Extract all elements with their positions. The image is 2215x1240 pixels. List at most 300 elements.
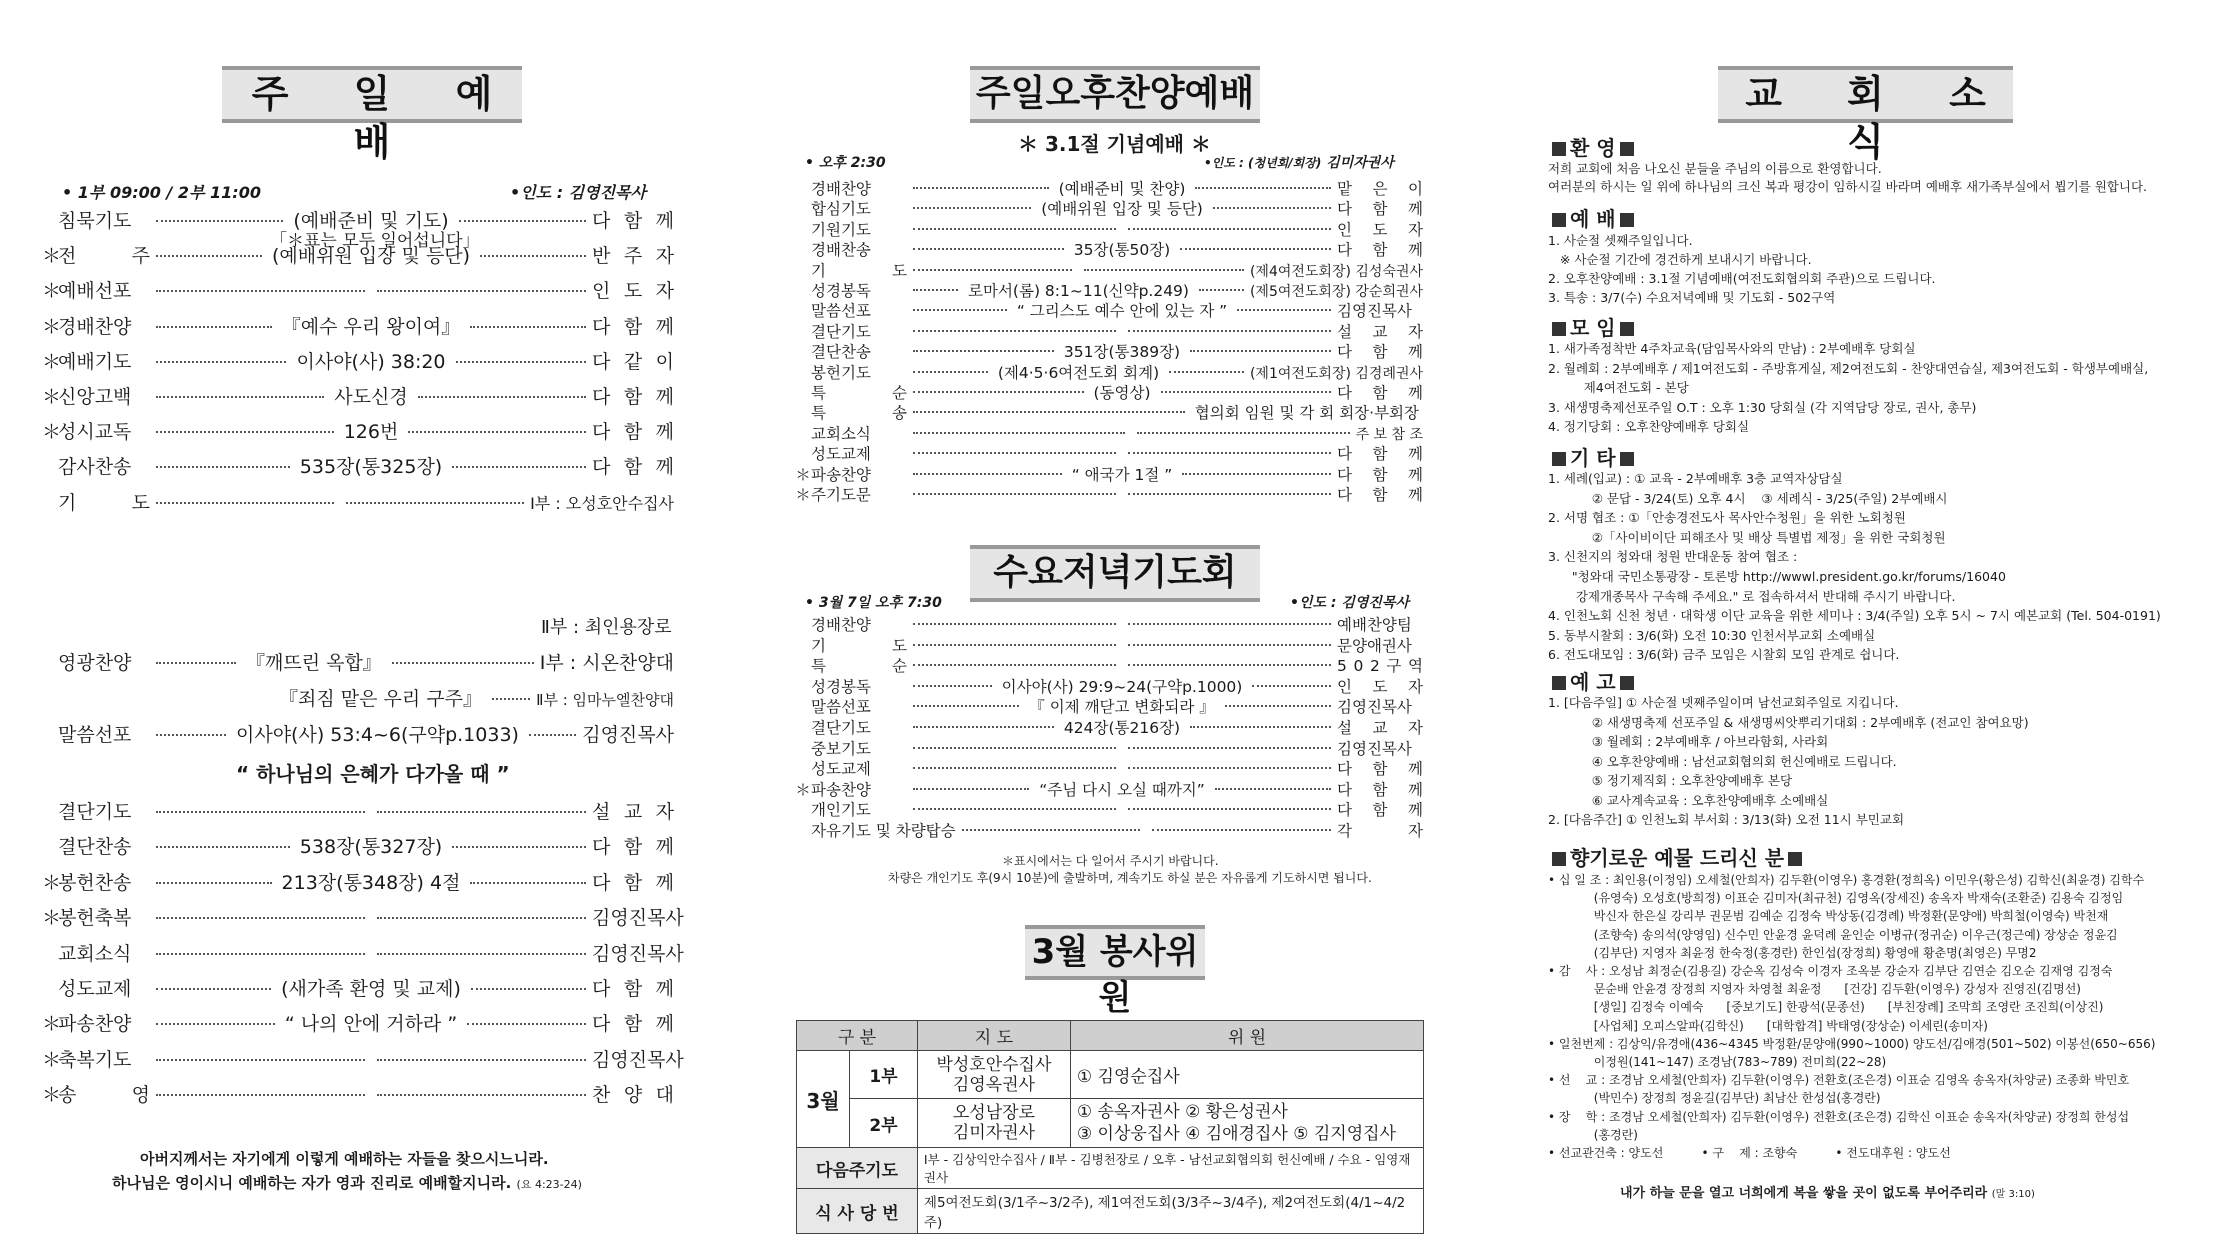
order-item-name: 신앙고백: [58, 386, 132, 408]
notice-line: 2. 오후찬양예배 : 3.1절 기념예배(여전도회협의회 주관)으로 드립니다.: [1548, 271, 1936, 286]
order-item-name: 기 도: [58, 491, 150, 514]
dot-leader: [156, 953, 365, 955]
serve-h-lead: 지 도: [917, 1021, 1070, 1051]
notice-line: 6. 전도대모임 : 3/6(화) 금주 모임은 시찰회 모임 관계로 쉽니다.: [1548, 647, 1900, 663]
welcome-2: 여러분의 하시는 일 위에 하나님의 크신 복과 평강이 임하시길 바라며 예배후 새가족부실에서 뵙기를 원합니다.: [1548, 179, 2148, 194]
standing-mark: ＊: [42, 315, 62, 338]
dot-leader: [156, 882, 272, 884]
order-item-name: 기원기도: [811, 220, 871, 239]
worship-heading-text: 예 배: [1570, 207, 1616, 231]
order-row: [42, 1009, 674, 1036]
dot-leader: [156, 255, 262, 257]
choir-row-2: [275, 684, 674, 711]
dot-leader: [156, 502, 334, 504]
order-item-person: 5 0 2 구 역: [1337, 657, 1423, 676]
serve-members-2a: ① 송옥자권사 ② 황은성권사: [1076, 1102, 1288, 1122]
notice-line: 3. 새생명축제선포주일 O.T : 오후 1:30 당회실 (각 지역담당 장로, 권사, 총무): [1548, 399, 1977, 415]
order-item-person: 김영진목사: [592, 907, 684, 930]
footer-verse-text: 내가 하늘 문을 열고 너희에게 복을 쌓을 곳이 없도록 부어주리라: [1620, 1186, 1988, 1201]
order-row: [42, 868, 674, 895]
order-item-name: 봉헌축복: [58, 907, 132, 930]
order-item-detail: 이사야(사) 38:20: [296, 350, 446, 373]
order-item-name: 말씀선포: [811, 302, 871, 321]
wednesday-time: • 3월 7일 오후 7:30: [805, 595, 942, 611]
order-item-detail: (예배위원 입장 및 등단): [1041, 200, 1203, 219]
square-icon: [1552, 676, 1566, 690]
notice-line: 1. 사순절 셋째주일입니다.: [1548, 233, 1693, 248]
order-item-name: 경배찬양: [811, 180, 871, 198]
order-item-name: 결단기도: [811, 322, 871, 341]
order-row: [795, 401, 1423, 423]
next-prayer-label: 다음주기도: [797, 1148, 918, 1189]
verse-line-1: 아버지께서는 자기에게 이렇게 예배하는 자들을 찾으시느니라.: [140, 1150, 549, 1168]
square-icon: [1620, 213, 1634, 227]
notice-line: • 일천번제 : 김상익/유경애(436~4345 박정환/문양애(990~1000) 양도선/김애경(501~502) 이봉선(650~656): [1548, 1036, 2156, 1051]
notice-line: [사업체] 오피스알파(김학신) [대학합격] 박태영(장상순) 이세린(송미자): [1548, 1018, 1988, 1033]
notice-line: 1. [다음주일] ① 사순절 넷째주일이며 남선교회주일로 지킵니다.: [1548, 695, 1899, 710]
order-row: [42, 382, 674, 409]
order-item-name: 성도교제: [58, 978, 132, 1000]
dot-leader: [913, 452, 1116, 454]
square-icon: [1552, 322, 1566, 336]
order-item-detail: “주님 다시 오실 때까지”: [1039, 780, 1205, 799]
order-row: [795, 695, 1423, 717]
order-item-person: 다 함 께: [1337, 801, 1423, 820]
order-item-name: 경배찬양: [58, 315, 132, 338]
order-item-detail: “ 애국가 1절 ”: [1071, 465, 1173, 484]
order-item-name: 결단찬송: [811, 343, 871, 362]
order-item-name: 축복기도: [58, 1048, 132, 1071]
order-item-person: 다 함 께: [592, 978, 674, 1000]
notice-line: 1. 세례(입교) : ① 교육 - 2부예배후 3층 교역자상담실: [1548, 471, 1843, 486]
notice-line: (김부단) 지영자 최윤정 한숙정(홍경란) 한인섭(장정희) 황영애 황춘명(최영은) 무명2: [1548, 945, 2037, 960]
dot-leader: [156, 220, 283, 222]
dot-leader: [1152, 829, 1331, 831]
footer-verse: [1620, 1182, 2035, 1201]
standing-mark: ＊: [42, 1084, 62, 1107]
dot-leader: [913, 644, 1116, 646]
order-item-person: 다 함 께: [1337, 465, 1424, 484]
dot-leader: [913, 371, 988, 373]
order-item-name: 중보기도: [811, 739, 871, 758]
order-item-name: 예배선포: [58, 280, 132, 303]
notice-line: 4. 인천노회 신천 청년 · 대학생 이단 교육을 위한 세미나 : 3/4(주일) 오후 5시 ~ 7시 예본교회 (Tel. 504-0191): [1548, 608, 2161, 624]
serve-part-2: 2부: [850, 1099, 918, 1148]
standing-mark: ＊: [42, 245, 62, 268]
dot-leader: [1128, 808, 1331, 810]
order-item-name: 특 순: [811, 657, 907, 676]
order-row: [795, 177, 1423, 199]
order-row: [795, 463, 1423, 485]
order-item-person: 다 함 께: [1337, 200, 1424, 219]
notice-line: ③ 월례회 : 2부예배후 / 아브라함회, 사라회: [1548, 734, 1829, 749]
notice-line: • 감 사 : 오성남 최정순(김용길) 강순옥 김성숙 이경자 조옥분 강순자 김부단 김연순 김오순 김재영 김정숙: [1548, 964, 2113, 978]
notice-line: • 십 일 조 : 최인용(이정임) 오세철(안희자) 김두환(이영우) 홍경환(정희옥) 이민우(황은성) 김학신(최윤경) 김학수: [1548, 873, 2145, 887]
prayer-part2: Ⅱ부 : 최인용장로: [541, 617, 672, 638]
order-item-name: 파송찬양: [58, 1013, 132, 1036]
order-row: [795, 238, 1423, 260]
dot-leader: [377, 953, 586, 955]
sermon-row: [42, 720, 674, 747]
order-item-person: 다 함 께: [592, 836, 675, 859]
notice-line: 1. 새가족정착반 4주차교육(담임목사와의 만남) : 2부예배후 당회실: [1548, 341, 1916, 356]
order-item-name: 합심기도: [811, 200, 871, 219]
worship-time: • 1부 09:00 / 2부 11:00: [62, 183, 261, 202]
square-icon: [1788, 852, 1802, 866]
order-row: [42, 276, 674, 303]
order-item-detail: 535장(통325장): [299, 456, 443, 479]
order-item-detail: 35장(통50장): [1073, 241, 1171, 260]
order-row: [795, 197, 1423, 219]
dot-leader: [156, 988, 271, 990]
square-icon: [1620, 142, 1634, 156]
notice-line: ⑤ 정기제직회 : 오후찬양예배후 본당: [1548, 773, 1793, 788]
standing-mark: ＊: [42, 350, 62, 373]
dot-leader: [156, 1059, 365, 1061]
dot-leader: [913, 473, 1062, 475]
order-item-person: 각 자: [1337, 822, 1423, 840]
order-item-person: 설 교 자: [1337, 322, 1423, 341]
church-news-title: 교 회 소 식: [1718, 66, 2013, 123]
choir1-by: Ⅰ부 : 시온찬양대: [539, 652, 674, 674]
order-row: [795, 340, 1423, 362]
order-item-name: 감사찬송: [58, 456, 132, 479]
notice-line: ※ 사순절 기간에 경건하게 보내시기 바랍니다.: [1548, 252, 1812, 267]
order-row: [795, 259, 1423, 281]
dot-leader: [156, 361, 286, 363]
order-item-person: 인 도 자: [592, 280, 674, 303]
order-item-person: 문양애권사: [1337, 636, 1412, 655]
notice-line: • 장 학 : 조경남 오세철(안희자) 김두환(이영우) 전환호(조은경) 김학신 이표순 송옥자(차양균) 장정희 한성섭: [1548, 1109, 2130, 1124]
afternoon-time: • 오후 2:30: [805, 155, 886, 171]
notice-line: • 선 교 : 조경남 오세철(안희자) 김두환(이영우) 전환호(조은경) 이표순 김영옥 송옥자(차양균) 조종화 박민호: [1548, 1073, 2130, 1088]
order-item-person: 김영진목사: [1337, 302, 1412, 321]
order-row: [795, 757, 1423, 779]
notice-line: 3. 특송 : 3/7(수) 수요저녁예배 및 기도회 - 502구역: [1548, 290, 1836, 305]
serve-lead-1: 박성호안수집사 김영옥권사: [917, 1051, 1070, 1099]
dot-leader: [156, 1023, 275, 1025]
serve-members-2: [1070, 1099, 1423, 1148]
worship-leader: •인도 : 김영진목사: [510, 183, 646, 202]
dot-leader: [1128, 644, 1331, 646]
dot-leader: [471, 988, 586, 990]
order-item-detail: (예배위원 입장 및 등단): [271, 245, 471, 268]
dot-leader: [1195, 187, 1331, 189]
notice-line: ④ 오후찬양예배 : 남선교회협의회 헌신예배로 드립니다.: [1548, 753, 1897, 769]
notice-line: 2. 월례회 : 2부예배후 / 제1여전도회 - 주방휴게실, 제2여전도회 - 찬양대연습실, 제3여전도회 - 학생부예배실,: [1548, 360, 2149, 376]
order-row: [795, 737, 1423, 759]
footer-verse-ref: (말 3:10): [1991, 1189, 2035, 1200]
dot-leader: [1128, 452, 1331, 454]
order-item-person: 다 함 께: [592, 1013, 675, 1036]
wednesday-title: 수요저녁기도회: [970, 545, 1260, 602]
dot-leader: [156, 466, 290, 468]
serve-members-1: ① 김영순집사: [1070, 1051, 1423, 1099]
dot-leader: [1128, 623, 1331, 625]
sermon-name: 말씀선포: [58, 724, 132, 746]
dot-leader: [1225, 705, 1331, 707]
afternoon-leader: [1204, 152, 1394, 172]
dot-leader: [1237, 309, 1331, 311]
dot-leader: [913, 309, 1007, 311]
dot-leader: [1180, 248, 1331, 250]
serve-h-category: 구 분: [797, 1021, 918, 1051]
notice-line: 강제개종목사 구속해 주세요." 로 접속하셔서 반대해 주시기 바랍니다.: [1548, 588, 1956, 604]
order-item-name: 특 송: [811, 404, 907, 423]
order-item-name: 파송찬양: [811, 465, 871, 484]
dot-leader: [913, 248, 1064, 250]
notice-line: 3. 신천지의 청와대 청원 반대운동 참여 협조 :: [1548, 549, 1798, 565]
order-row: [42, 241, 674, 268]
dot-leader: [1128, 330, 1331, 332]
dot-leader: [913, 330, 1116, 332]
dot-leader: [1213, 207, 1331, 209]
order-row: [795, 381, 1423, 403]
dot-leader: [913, 685, 992, 687]
square-icon: [1552, 142, 1566, 156]
square-icon: [1552, 852, 1566, 866]
worship-heading: [1548, 203, 1638, 232]
notice-line: 5. 동부시찰회 : 3/6(화) 오전 10:30 인천서부교회 소예배실: [1548, 627, 1876, 643]
order-item-name: 자유기도 및 차량탑승: [811, 822, 956, 840]
dot-leader: [459, 220, 586, 222]
square-icon: [1552, 213, 1566, 227]
order-item-name: 기 도: [811, 261, 907, 280]
notice-line: ⑥ 교사계속교육 : 오후찬양예배후 소예배실: [1548, 792, 1829, 808]
order-row: [42, 974, 674, 1001]
order-item-person: 다 함 께: [592, 871, 674, 894]
order-item-person: 김영진목사: [592, 1048, 684, 1071]
standing-mark: ＊: [42, 280, 62, 303]
dot-leader: [156, 1094, 365, 1096]
dot-leader: [1161, 391, 1332, 393]
wednesday-note-1: ＊표시에서는 다 일어서 주시기 바랍니다.: [1002, 854, 1219, 868]
order-item-person: 다 함 께: [1337, 241, 1423, 260]
meal-label: 식 사 당 번: [797, 1189, 918, 1234]
order-item-person: 다 함 께: [592, 210, 675, 232]
order-row: [795, 716, 1423, 738]
order-item-name: 전 주: [58, 245, 150, 268]
order-item-name: 특 순: [811, 384, 907, 402]
order-item-name: 봉헌기도: [811, 363, 871, 382]
order-item-detail: 『 이제 깨닫고 변화되라 』: [1029, 698, 1215, 717]
order-item-person: 다 함 께: [592, 315, 674, 338]
meeting-heading: [1548, 312, 1638, 341]
notice-line: 박신자 한은실 강리부 권문범 김예순 김정숙 박상동(김경례) 박정환(문양애) 박희철(이영숙) 박천재: [1548, 909, 2109, 924]
dot-leader: [962, 829, 1141, 831]
order-row: [795, 279, 1423, 301]
sermon-by: 김영진목사: [582, 724, 674, 746]
order-item-detail: 538장(통327장): [299, 836, 443, 859]
notice-line: 2. 서명 협조 : ①「안송경전도사 목사안수청원」을 위한 노회청원: [1548, 510, 1906, 526]
order-row: [795, 361, 1423, 383]
order-item-name: 말씀선포: [811, 698, 871, 717]
square-icon: [1620, 676, 1634, 690]
notice-line: "청와대 국민소통광장 - 토론방 http://wwwl.president.go.kr/forums/16040: [1548, 569, 2006, 584]
dot-leader: [1215, 788, 1331, 790]
dot-leader: [913, 726, 1054, 728]
order-item-person: 다 함 께: [1337, 343, 1423, 362]
dot-leader: [456, 361, 586, 363]
dot-leader: [913, 350, 1054, 352]
etc-heading-text: 기 타: [1570, 446, 1616, 470]
order-item-person: 다 함 께: [1337, 486, 1423, 504]
notice-line: 제4여전도회 - 본당: [1548, 380, 1689, 395]
dot-leader: [1084, 269, 1243, 271]
dot-leader: [913, 432, 1125, 434]
order-item-detail: (새가족 환영 및 교제): [281, 978, 461, 1000]
welcome-heading-text: 환 영: [1570, 136, 1616, 160]
order-row: [42, 312, 674, 339]
order-item-person: 다 함 께: [1337, 445, 1423, 464]
order-item-name: 결단기도: [811, 719, 871, 737]
dot-leader: [467, 1023, 586, 1025]
dot-leader: [1128, 747, 1331, 749]
dot-leader: [913, 411, 1185, 413]
meeting-heading-text: 모 임: [1570, 316, 1616, 340]
dot-leader: [377, 1094, 586, 1096]
choir-name: 영광찬양: [58, 652, 132, 674]
order-item-detail: (제4·5·6여전도회 회계): [997, 363, 1160, 382]
order-item-detail: 351장(통389장): [1063, 343, 1181, 362]
notice-line: (홍경란): [1548, 1127, 1638, 1142]
order-item-name: 송 영: [58, 1084, 150, 1107]
offering-heading-text: 향기로운 예물 드리신 분: [1570, 846, 1785, 870]
order-item-name: 경배찬양: [811, 616, 871, 634]
order-row: [795, 218, 1423, 240]
order-row: [42, 347, 674, 374]
dot-leader: [913, 207, 1031, 209]
notice-heading: [1548, 666, 1638, 695]
serve-part-1: 1부: [850, 1051, 918, 1099]
dot-leader: [346, 502, 524, 504]
order-row: [795, 778, 1423, 800]
left-column: [0, 0, 700, 1240]
dot-leader: [1137, 432, 1349, 434]
order-item-detail: 이사야(사) 29:9~24(구약p.1000): [1001, 677, 1243, 696]
order-item-name: 침묵기도: [58, 210, 132, 232]
order-row: [42, 1080, 674, 1107]
order-item-person: (제4여전도회장) 김성숙권사: [1249, 263, 1424, 280]
dot-leader: [913, 289, 958, 291]
square-icon: [1552, 452, 1566, 466]
order-item-name: 기 도: [811, 636, 907, 655]
choir2-song: 『죄짐 맡은 우리 구주』: [279, 688, 482, 710]
dot-leader: [913, 664, 1116, 666]
dot-leader: [1128, 493, 1331, 495]
order-item-name: 성도교제: [811, 760, 871, 779]
notice-line: 이정원(141~147) 조경남(783~789) 전미희(22~28): [1548, 1055, 1887, 1069]
dot-leader: [1128, 767, 1331, 769]
dot-leader: [1199, 289, 1244, 291]
order-item-name: 성시교독: [58, 421, 132, 444]
dot-leader: [913, 747, 1116, 749]
order-item-person: 다 같 이: [592, 350, 675, 373]
notice-line: 문순배 안윤경 장정희 지영자 차영철 최윤정 [건강] 김두환(이영우) 강성자 진영진(김명선): [1548, 982, 2081, 997]
notice-line: • 선교관건축 : 양도선 • 구 제 : 조향숙 • 전도대후원 : 양도선: [1548, 1146, 1951, 1160]
dot-leader: [480, 255, 586, 257]
verse-line-2: [112, 1172, 582, 1193]
dot-leader: [913, 187, 1049, 189]
order-item-person: 김영진목사: [1337, 698, 1412, 717]
sunday-worship-title: 주 일 예 배: [222, 66, 522, 123]
dot-leader: [156, 917, 365, 919]
order-item-detail: 협의회 임원 및 각 회 회장·부회장: [1194, 404, 1419, 423]
dot-leader: [156, 846, 290, 848]
dot-leader: [156, 326, 272, 328]
order-item-person: 맡 은 이: [1337, 180, 1424, 198]
order-row: [795, 299, 1423, 321]
dot-leader: [913, 788, 1029, 790]
order-item-person: 김영진목사: [592, 942, 684, 965]
order-item-name: 성도교제: [811, 445, 871, 464]
order-item-detail: (예배준비 및 찬양): [1058, 180, 1186, 198]
serve-members-2b: ③ 이상웅집사 ④ 김애경집사 ⑤ 김지영집사: [1076, 1124, 1396, 1144]
choir-row-1: [42, 648, 674, 675]
square-icon: [1620, 322, 1634, 336]
order-row: [795, 483, 1423, 505]
dot-leader: [452, 846, 586, 848]
order-item-name: 예배기도: [58, 350, 132, 373]
order-item-person: 인 도 자: [1337, 677, 1423, 696]
standing-mark: ＊: [42, 1048, 62, 1071]
order-item-person: 김영진목사: [1337, 739, 1412, 758]
dot-leader: [1190, 726, 1331, 728]
dot-leader: [156, 431, 334, 433]
welcome-heading: [1548, 132, 1638, 161]
order-row: [795, 442, 1423, 464]
notice-line: [생일] 김정숙 이예숙 [중보기도] 한광석(문종선) [부친장례] 조막희 조영란 조진희(이상진): [1548, 1000, 2104, 1015]
dot-leader: [408, 431, 586, 433]
dot-leader: [913, 228, 1116, 230]
order-row: [42, 417, 674, 444]
standing-mark: ＊: [42, 421, 62, 444]
dot-leader: [377, 917, 586, 919]
order-item-detail: 로마서(롬) 8:1~11(신약p.249): [968, 282, 1189, 300]
standing-mark: ＊: [42, 386, 62, 408]
dot-leader: [452, 466, 586, 468]
wednesday-note-2: 차량은 개인기도 후(9시 10분)에 출발하며, 계속기도 하실 분은 자유롭게 기도하시면 됩니다.: [888, 871, 1372, 885]
standing-mark: ＊: [795, 780, 811, 799]
dot-leader: [913, 623, 1116, 625]
notice-line: ② 문답 - 3/24(토) 오후 4시 ③ 세례식 - 3/25(주일) 2부예배시: [1548, 490, 1948, 506]
sermon-title: “ 하나님의 은혜가 다가올 때 ”: [236, 762, 510, 786]
order-item-name: 봉헌찬송: [58, 871, 132, 894]
standing-mark: ＊: [42, 871, 62, 894]
order-item-name: 성경봉독: [811, 282, 871, 300]
dot-leader: [1182, 473, 1331, 475]
order-item-person: (제1여전도회장) 김경례권사: [1249, 365, 1424, 382]
order-item-person: 다 함 께: [592, 421, 674, 444]
dot-leader: [377, 1059, 586, 1061]
order-item-person: Ⅰ부 : 오성호안수집사: [530, 493, 674, 513]
dot-leader: [1128, 664, 1331, 666]
notice-line: 4. 정기당회 : 오후찬양예배후 당회실: [1548, 419, 1750, 434]
standing-mark: ＊: [42, 907, 62, 930]
square-icon: [1620, 452, 1634, 466]
order-row: [42, 939, 684, 966]
standing-note: 「＊표는 모두 일어섭니다」: [270, 231, 480, 251]
next-prayer-text: Ⅰ부 - 김상익안수집사 / Ⅱ부 - 김병천장로 / 오후 - 남선교회협의회 헌신예배 / 수요 - 임영재권사: [917, 1148, 1423, 1189]
order-item-detail: 126번: [343, 421, 399, 444]
dot-leader: [156, 396, 324, 398]
dot-leader: [913, 391, 1084, 393]
order-item-person: 다 함 께: [1337, 780, 1424, 799]
notice-heading-text: 예 고: [1570, 670, 1616, 694]
dot-leader: [913, 808, 1116, 810]
order-item-name: 교회소식: [811, 424, 871, 443]
wednesday-leader: •인도 : 김영진목사: [1290, 595, 1409, 611]
